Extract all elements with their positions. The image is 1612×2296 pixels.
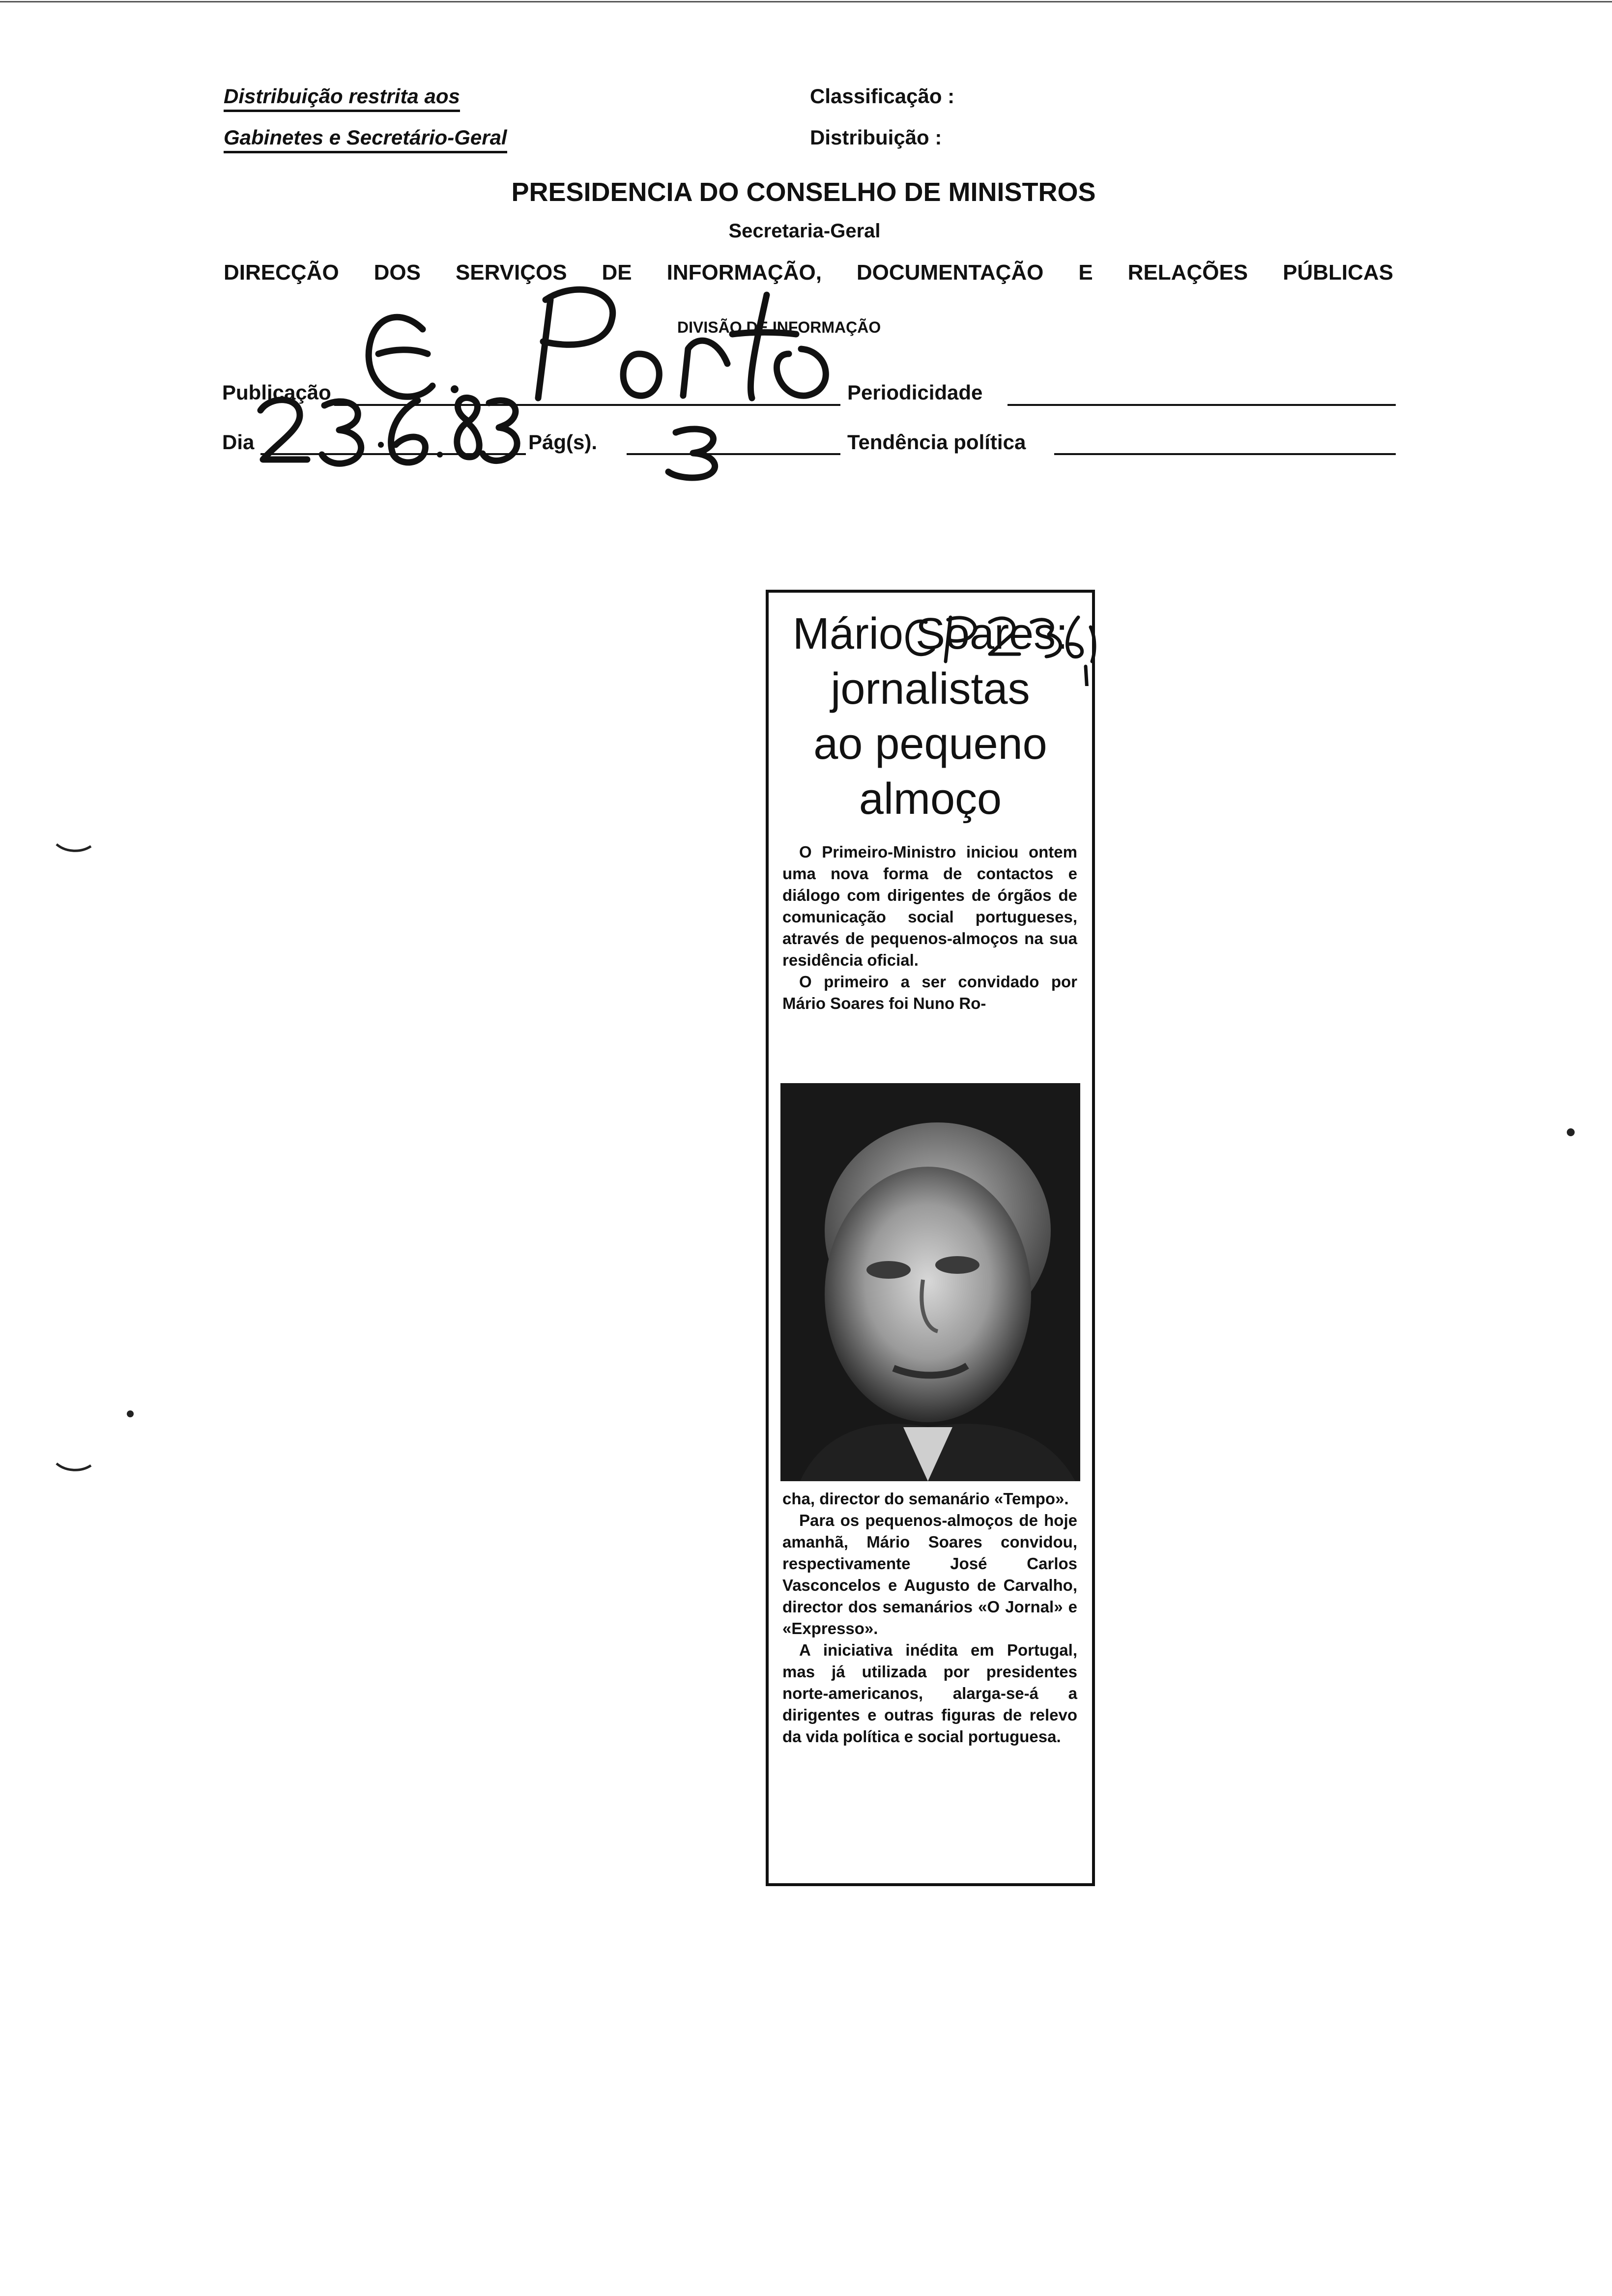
scan-speck bbox=[1567, 1128, 1575, 1136]
restriction-line-1 bbox=[224, 85, 460, 108]
headline-line-1: Mário Soares: bbox=[792, 609, 1068, 659]
page-subtitle bbox=[0, 220, 1612, 242]
paragraph-invitations: Para os pequenos-almoços de hoje amanhã, Mário Soares convidou, respectivamente José Carlos Vasconcelos e Augusto de Carvalho, director dos semanários «O Jornal» e «Expresso». bbox=[782, 1511, 1077, 1637]
clipping-body-bottom bbox=[782, 1488, 1077, 1748]
newspaper-clipping bbox=[766, 590, 1095, 1886]
distribuicao-label: Distribuição : bbox=[810, 126, 942, 149]
restriction-line-2 bbox=[224, 126, 507, 149]
paragraph-initiative: A iniciativa inédita em Portugal, mas já utilizada por presidentes norte-americanos, alarga-se-á a dirigentes e outras figuras de relevo da vida política e social portuguesa. bbox=[782, 1641, 1077, 1746]
page-title-text: PRESIDENCIA DO CONSELHO DE MINISTROS bbox=[511, 177, 1096, 207]
pags-label: Pág(s). bbox=[528, 430, 598, 454]
paragraph-intro: O Primeiro-Ministro iniciou ontem uma nova forma de contactos e diálogo com dirigentes de órgãos de comunicação social portugueses, através de pequenos-almoços na sua residência oficial. bbox=[782, 843, 1077, 969]
publicacao-label: Publicação bbox=[222, 381, 331, 404]
portrait-photo bbox=[780, 1083, 1080, 1481]
paragraph-continuation: cha, director do semanário «Tempo». bbox=[782, 1490, 1069, 1508]
tendencia-label: Tendência política bbox=[847, 430, 1026, 454]
page-subtitle-text: Secretaria-Geral bbox=[728, 220, 881, 242]
headline-line-2: jornalistas bbox=[831, 664, 1030, 714]
portrait-image bbox=[780, 1083, 1080, 1481]
tendencia-field-line bbox=[1054, 453, 1396, 455]
handwritten-page-number bbox=[659, 423, 742, 482]
handwritten-clipping-annotation bbox=[896, 607, 1098, 686]
scan-mark-curve bbox=[54, 1460, 93, 1474]
classificacao-label: Classificação : bbox=[810, 85, 955, 108]
restriction-text-2: Gabinetes e Secretário-Geral bbox=[224, 126, 507, 153]
handwritten-date bbox=[251, 391, 526, 469]
periodicidade-label: Periodicidade bbox=[847, 381, 983, 404]
division-label: DIVISÃO DE INFORMAÇÃO bbox=[677, 318, 881, 336]
scan-speck bbox=[127, 1410, 134, 1417]
page-title bbox=[0, 177, 1612, 207]
dia-label: Dia bbox=[222, 430, 255, 454]
top-border-line bbox=[0, 1, 1612, 2]
headline-line-4: almoço bbox=[859, 775, 1002, 824]
clipping-body-top bbox=[782, 841, 1077, 1014]
directorate-line: DIRECÇÃO DOS SERVIÇOS DE INFORMAÇÃO, DOCUMENTAÇÃO E RELAÇÕES PÚBLICAS bbox=[224, 260, 1393, 285]
scan-mark-curve bbox=[54, 840, 93, 855]
restriction-text-1: Distribuição restrita aos bbox=[224, 85, 460, 112]
headline-line-3: ao pequeno bbox=[813, 719, 1047, 769]
paragraph-first-guest: O primeiro a ser convidado por Mário Soares foi Nuno Ro- bbox=[782, 973, 1077, 1012]
periodicidade-field-line bbox=[1008, 404, 1396, 406]
